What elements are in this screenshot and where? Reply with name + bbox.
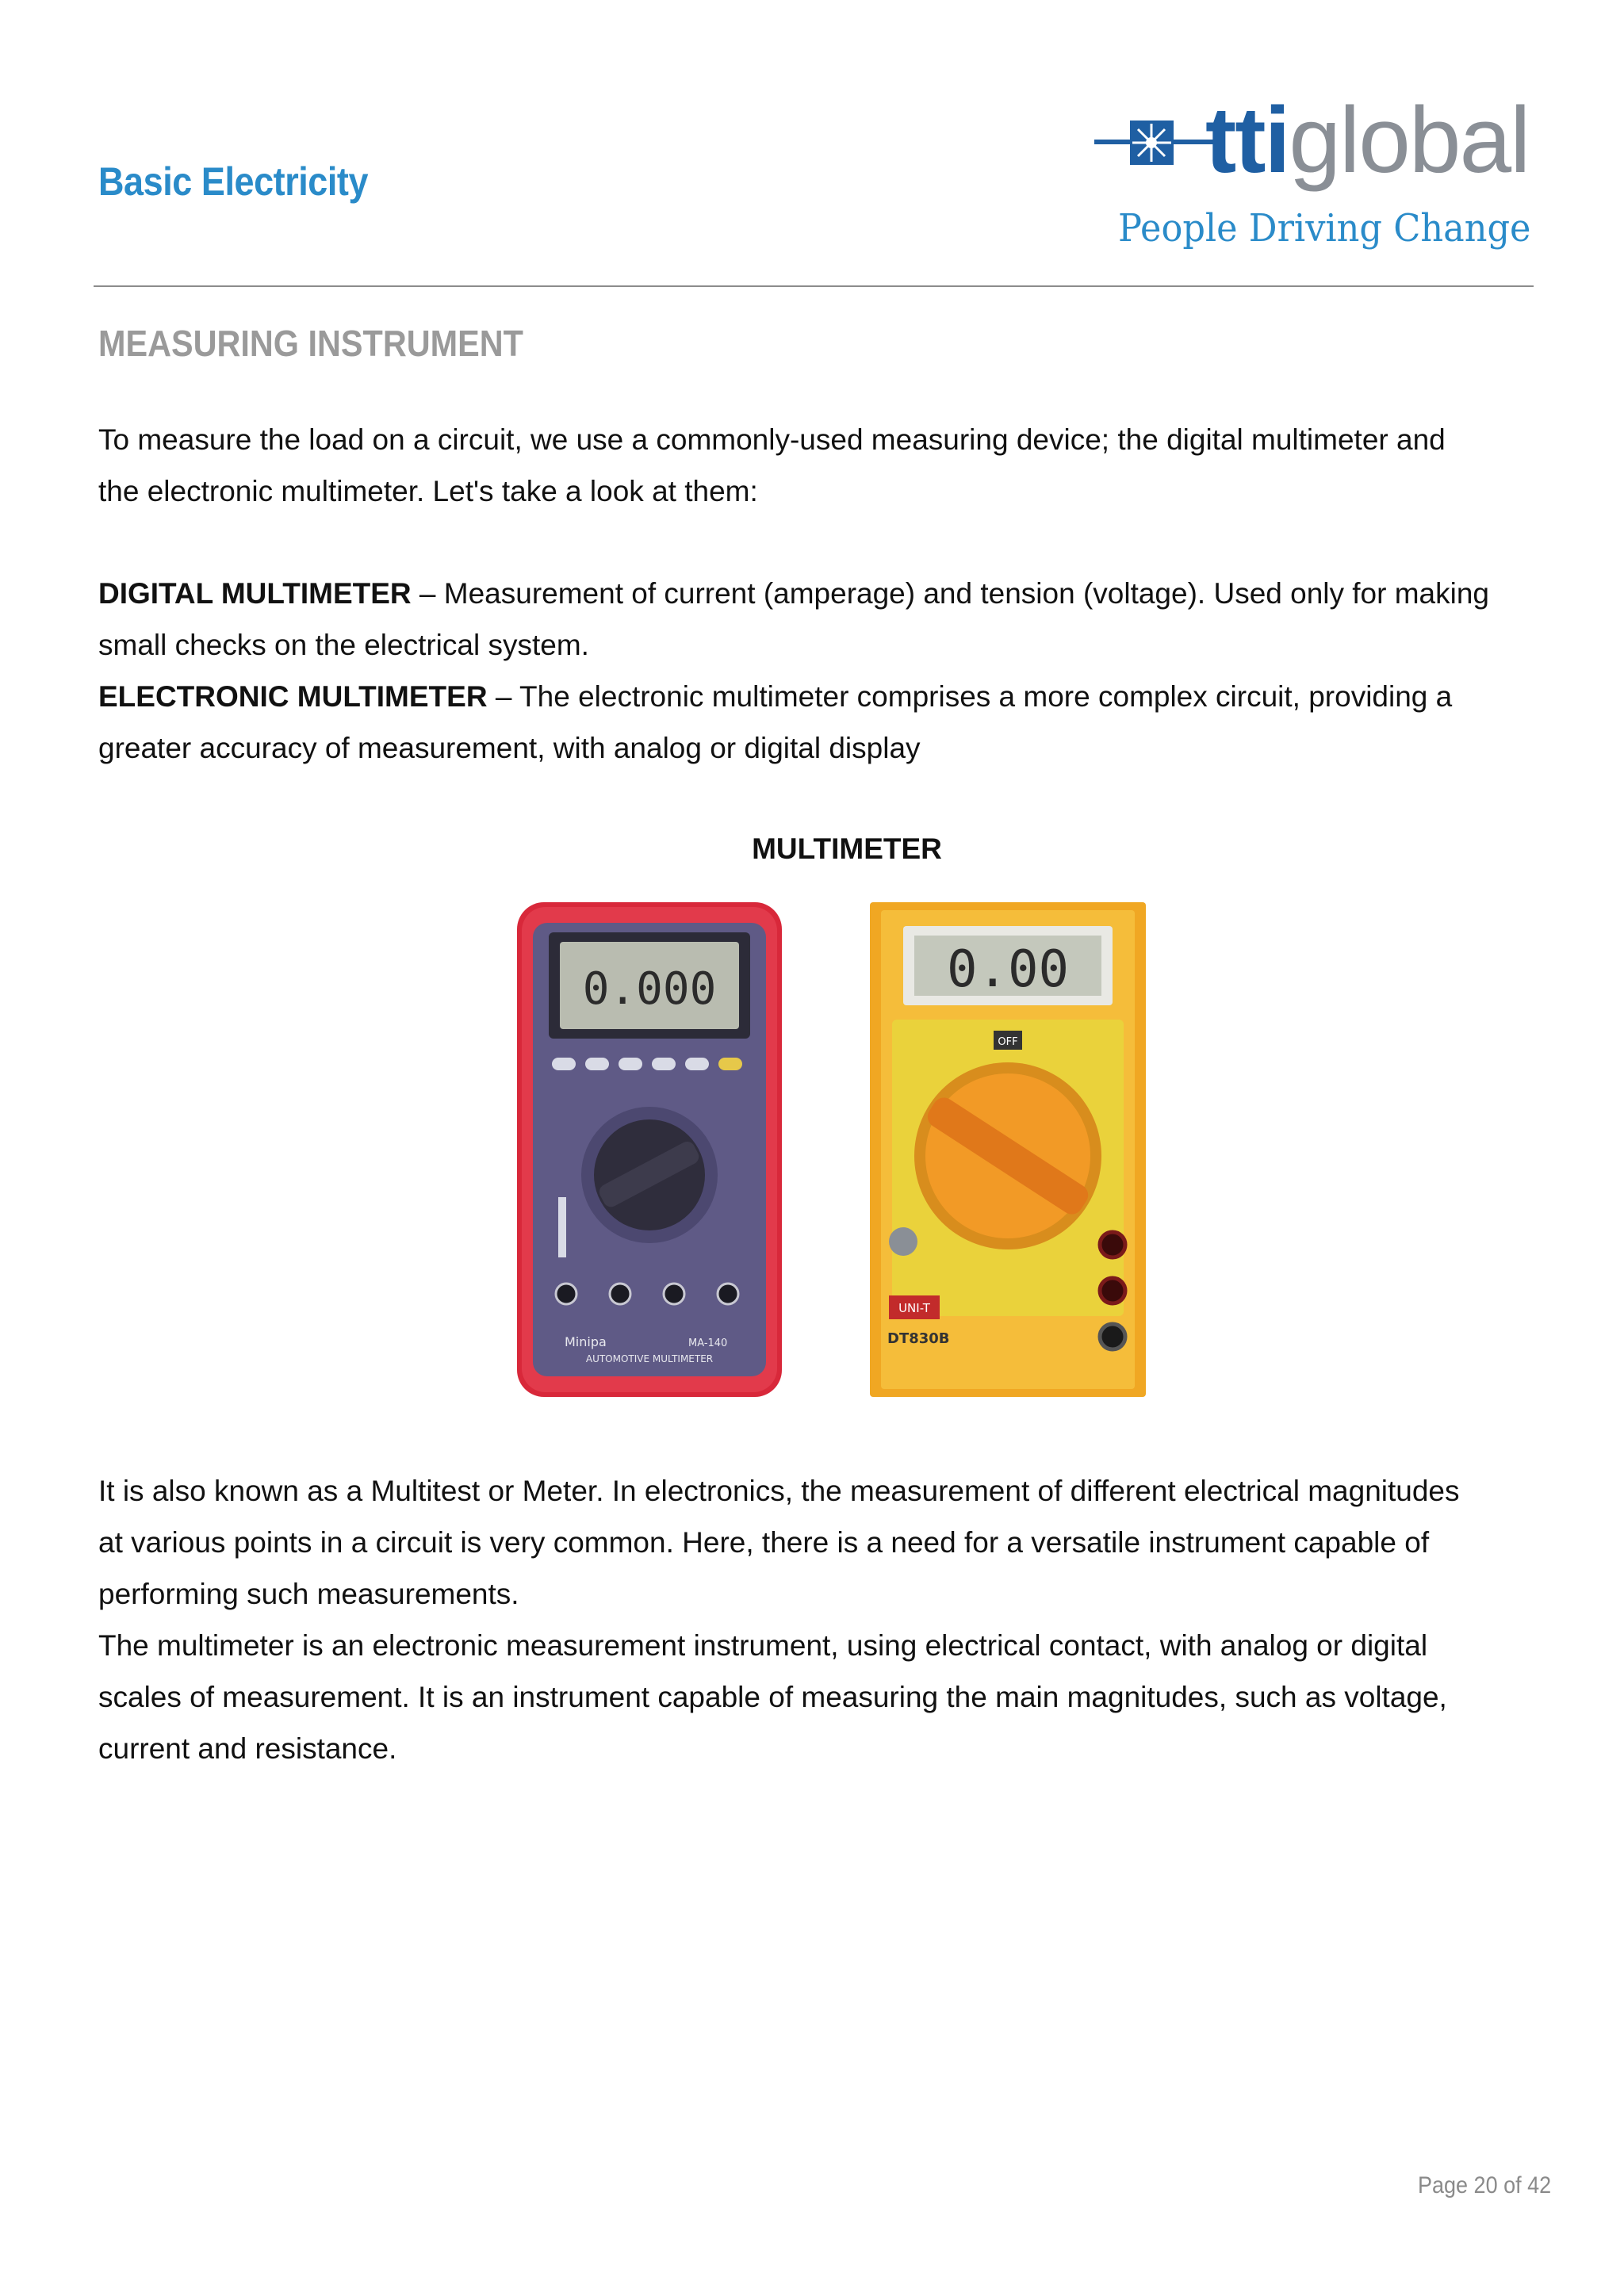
- intro-line: To measure the load on a circuit, we use a commonly-used measuring device; the digital multimeter and: [98, 423, 1446, 456]
- definitions-block: [98, 568, 1538, 774]
- body-line: current and resistance.: [98, 1732, 397, 1765]
- meter2-model: DT830B: [887, 1330, 950, 1347]
- body-line: scales of measurement. It is an instrument capable of measuring the main magnitudes, such as voltage,: [98, 1681, 1447, 1713]
- yellow-multimeter-image: [870, 902, 1146, 1397]
- definition-continuation: small checks on the electrical system.: [98, 629, 589, 661]
- document-title: Basic Electricity: [98, 159, 369, 204]
- definition-text: – Measurement of current (amperage) and tension (voltage). Used only for making: [411, 577, 1490, 610]
- intro-paragraph: [98, 414, 1538, 517]
- meter1-display: 0.000: [582, 963, 717, 1015]
- definition-electronic: [98, 671, 1538, 722]
- red-multimeter-image: [517, 902, 782, 1397]
- definition-term: DIGITAL MULTIMETER: [98, 577, 412, 610]
- body-line: performing such measurements.: [98, 1578, 519, 1610]
- definition-term: ELECTRONIC MULTIMETER: [98, 680, 488, 713]
- definition-digital: [98, 568, 1538, 619]
- meter2-off-label: OFF: [998, 1036, 1018, 1048]
- body-line: at various points in a circuit is very common. Here, there is a need for a versatile instrument capable of: [98, 1526, 1430, 1559]
- body-paragraph: [98, 1465, 1538, 1774]
- meter2-brand: UNI-T: [898, 1301, 930, 1315]
- body-line: It is also known as a Multitest or Meter. In electronics, the measurement of different electrical magnitudes: [98, 1475, 1460, 1507]
- logo-brand-bold: tti: [1205, 88, 1289, 193]
- intro-line: the electronic multimeter. Let's take a look at them:: [98, 475, 758, 507]
- meter2-display: 0.00: [946, 940, 1070, 999]
- logo-brand-light: global: [1289, 88, 1530, 193]
- header-divider: [94, 285, 1534, 287]
- star-burst-icon: [1094, 103, 1213, 182]
- definition-text: – The electronic multimeter comprises a more complex circuit, providing a: [487, 680, 1453, 713]
- page-number: Page 20 of 42: [1418, 2172, 1552, 2198]
- logo-wordmark: [1205, 89, 1529, 192]
- body-line: The multimeter is an electronic measurement instrument, using electrical contact, with analog or digital: [98, 1629, 1428, 1662]
- meter1-label: AUTOMOTIVE MULTIMETER: [585, 1353, 714, 1364]
- figure-caption: MULTIMETER: [752, 832, 942, 865]
- definition-continuation: greater accuracy of measurement, with analog or digital display: [98, 732, 921, 764]
- tti-global-logo: [1094, 89, 1530, 263]
- logo-tagline: People Driving Change: [1118, 206, 1531, 251]
- section-heading: MEASURING INSTRUMENT: [98, 323, 523, 364]
- meter1-model: MA-140: [688, 1337, 728, 1349]
- meter1-maker: Minipa: [565, 1334, 607, 1349]
